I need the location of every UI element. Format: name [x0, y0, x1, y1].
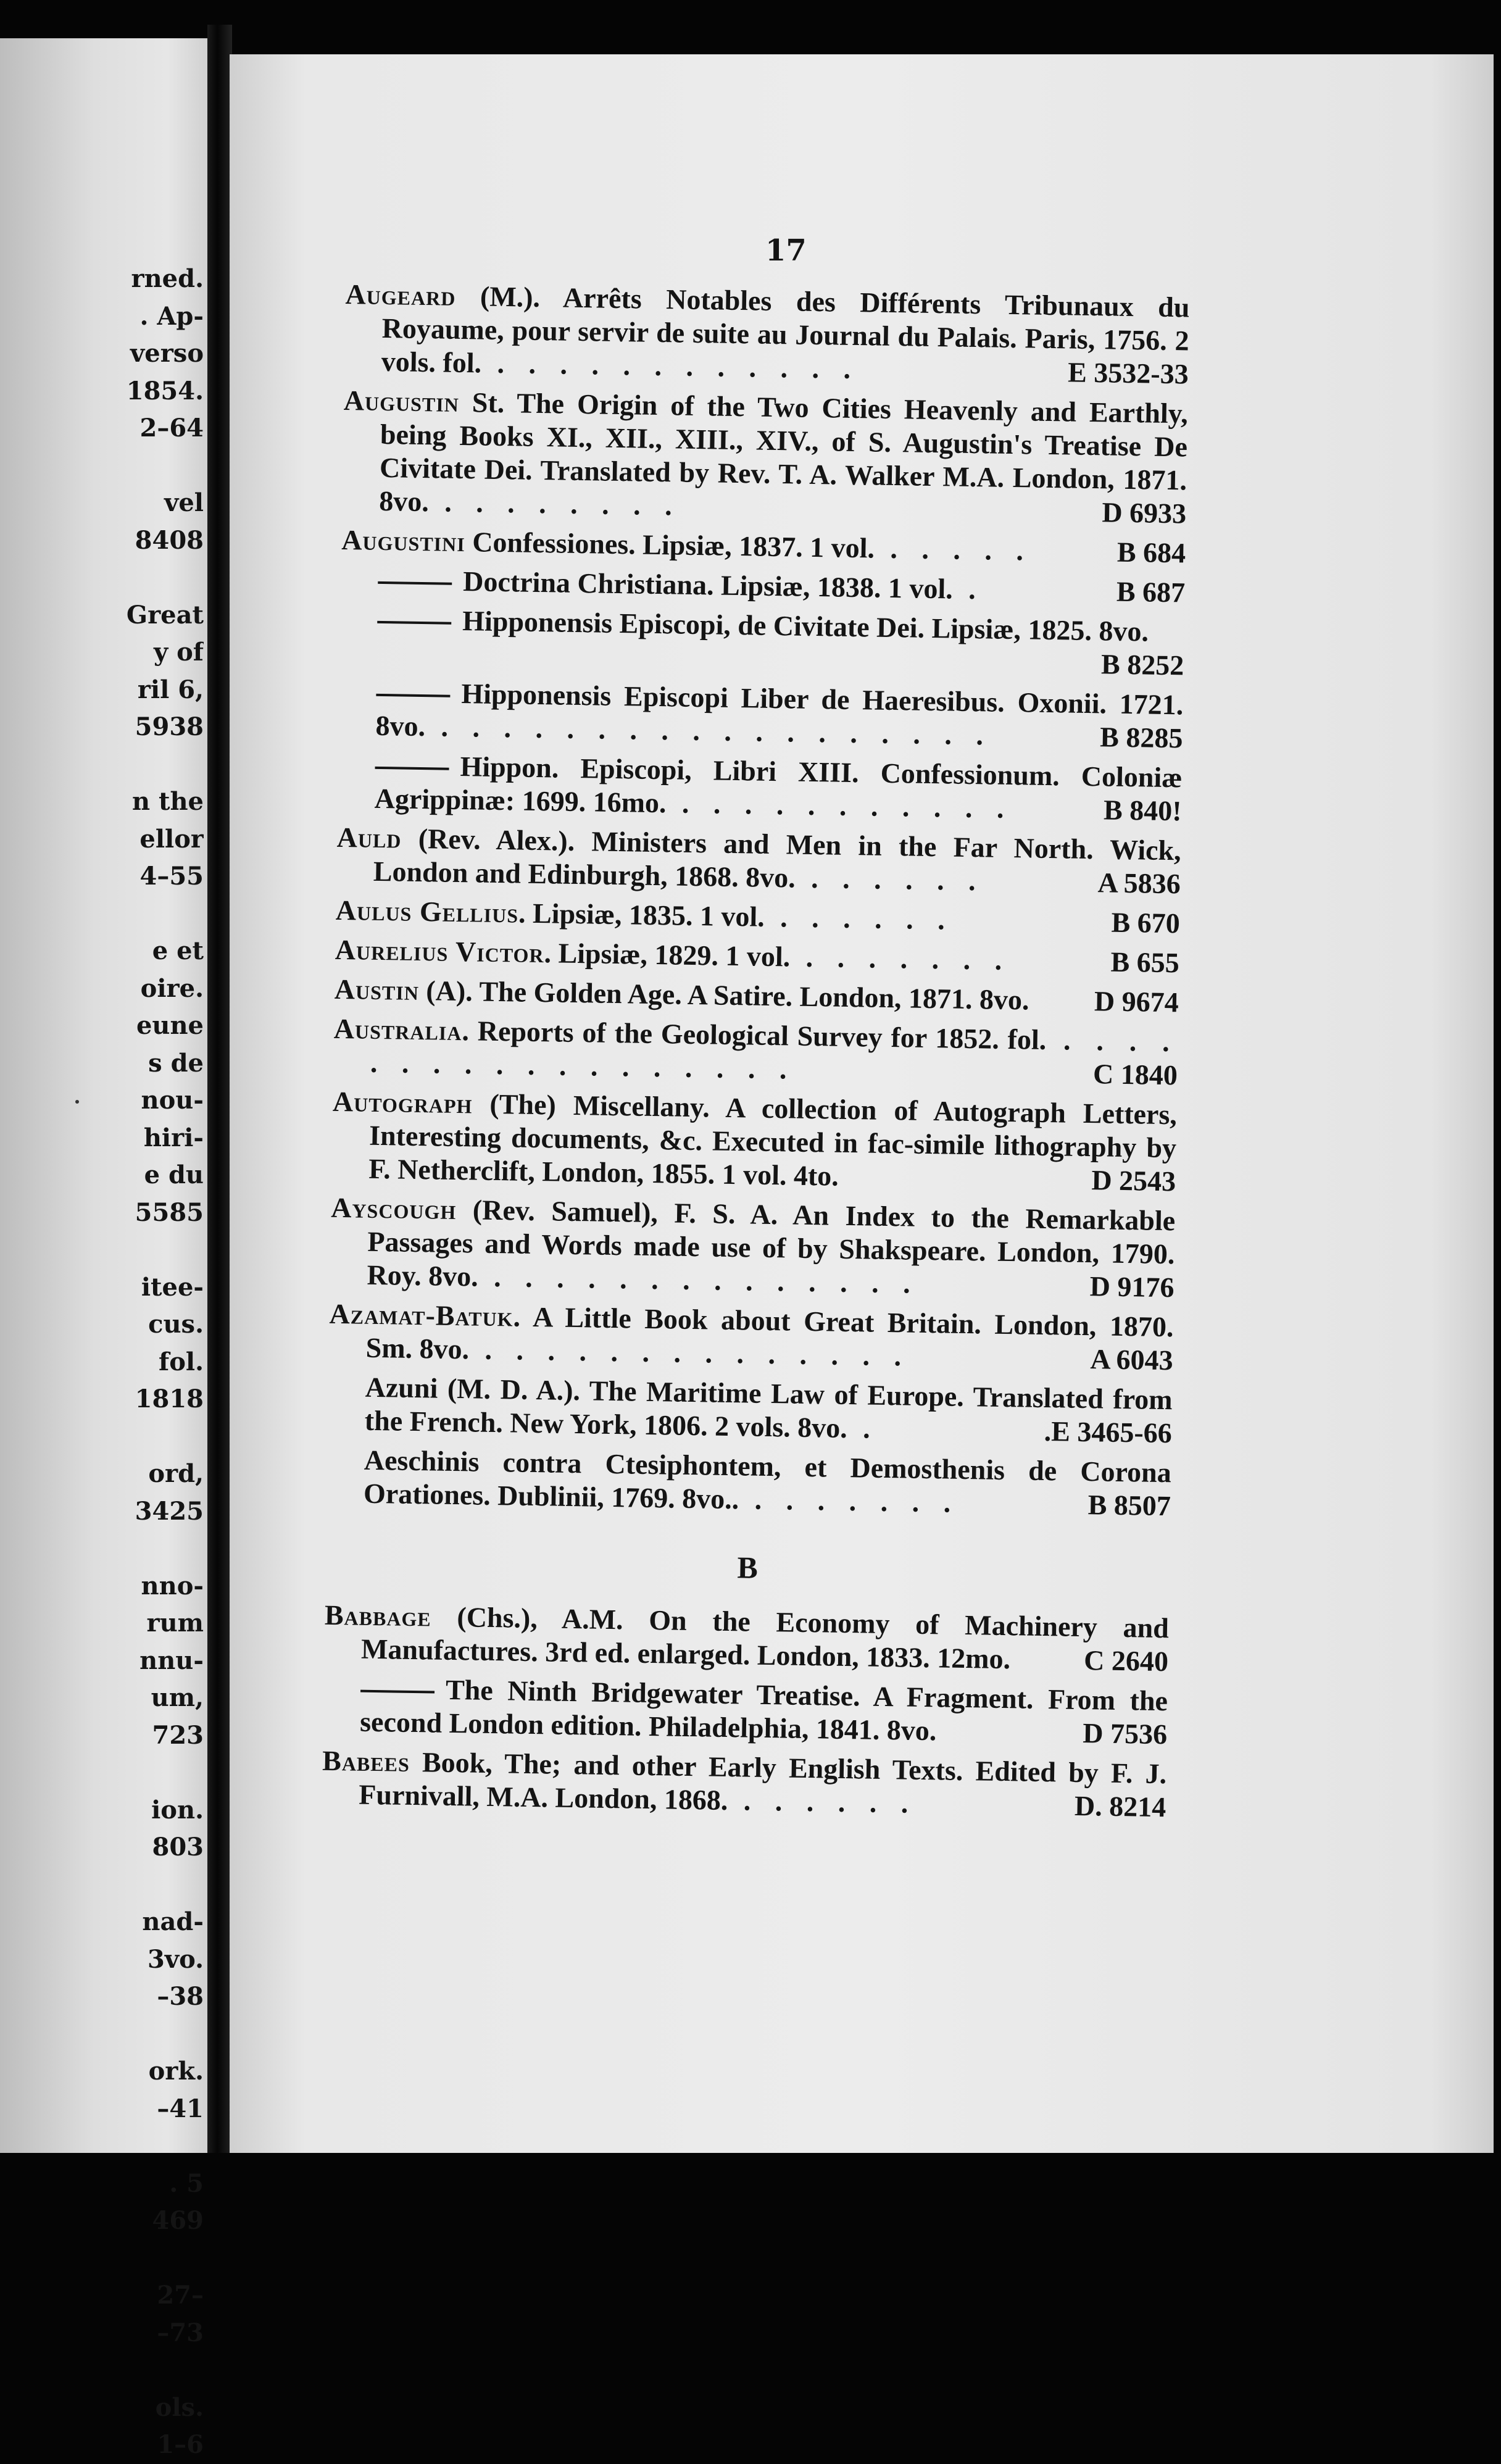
ditto-dash	[377, 621, 451, 625]
left-fragment-line: 723	[152, 1720, 204, 1750]
entry-title: . Reports of the Geological Survey for 1852. fol.	[462, 1015, 1047, 1055]
left-fragment-line: ion.	[151, 1795, 204, 1825]
leader-dots: . . . . . . . . . . . .	[481, 347, 860, 385]
left-fragment-line	[0, 1231, 204, 1269]
shelf-mark: E 3532-33	[1067, 356, 1189, 390]
leader-dots: . . . . . . .	[738, 1483, 960, 1518]
entry-title: Doctrina Christiana. Lipsiæ, 1838. 1 vol.	[462, 565, 954, 605]
ditto-dash	[375, 767, 449, 770]
shelf-mark: C 1840	[1092, 1058, 1178, 1091]
left-fragment-line: 5938	[135, 712, 204, 741]
entry-title: . Lipsiæ, 1835. 1 vol.	[518, 897, 765, 933]
entry-author: Babbage	[324, 1599, 432, 1633]
shelf-mark: D 6933	[1102, 496, 1187, 530]
shelf-mark: B 655	[1110, 946, 1180, 979]
catalogue-entry	[326, 1443, 1172, 1523]
entry-author: Aulus Gellius	[335, 894, 519, 929]
entry-title: (M.). Arrêts Notables des Différents Tribunaux du Royaume, pour servir de suite au Journal du Palais. Paris, 1756. 2 vols. fol.	[381, 280, 1190, 379]
catalogue-entry	[341, 523, 1186, 570]
left-fragment-line: ols.	[155, 2392, 204, 2422]
entry-author: Augeard	[345, 278, 456, 312]
shelf-mark: B 670	[1111, 906, 1181, 939]
entry-title: (Chs.), A.M. On the Economy of Machinery and Manufactures. 3rd ed. enlarged. London, 1833. 12mo.	[360, 1600, 1170, 1675]
leader-dots: . . . . . .	[728, 1784, 917, 1819]
left-fragment-line: 469	[152, 2206, 204, 2235]
left-fragment-line	[0, 1867, 204, 1904]
entry-title: (The) Miscellany. A collection of Autograph Letters, Interesting documents, &c. Executed in fac-simile lithography by F. Netherclift, London, 1855. 1 vol. 4to.	[368, 1088, 1178, 1192]
entry-title: Azuni (M. D. A.). The Maritime Law of Europe. Translated from the French. New York, 1806. 2 vols. 8vo.	[364, 1371, 1173, 1444]
left-fragment-line: 27–	[157, 2281, 204, 2310]
left-fragment-line: rum	[146, 1609, 204, 1638]
left-fragment-line	[0, 1754, 204, 1792]
left-fragment-line	[0, 2016, 204, 2054]
section-heading-b: B	[737, 1550, 759, 1585]
left-fragment-line: n the	[131, 787, 204, 816]
left-fragment-line	[0, 2240, 204, 2278]
left-fragment-line: . Ap-	[139, 301, 204, 331]
leader-dots: . . . . . . . . . . . . . . . . . .	[370, 1023, 1179, 1085]
entry-title: (Rev. Alex.). Ministers and Men in the Far North. Wick, London and Edinburgh, 1868. 8vo.	[373, 822, 1181, 894]
entry-title: Book, The; and other Early English Texts. Edited by F. J. Furnivall, M.A. London, 1868.	[359, 1746, 1167, 1817]
left-fragment-line: 3425	[135, 1496, 204, 1526]
left-fragment-line: e et	[152, 936, 204, 965]
entry-author: Babees	[322, 1744, 410, 1778]
leader-dots: . . . . . . . . . . .	[666, 787, 1013, 825]
shelf-mark: A 5836	[1097, 867, 1181, 900]
leader-dots: . . . . . . . . . . . . . . . . . .	[425, 710, 992, 751]
left-fragment-line: 1818	[135, 1384, 204, 1413]
catalogue-entry	[333, 1012, 1179, 1092]
left-fragment-line: ril 6,	[137, 675, 204, 704]
left-fragment-line: –73	[157, 2318, 204, 2347]
catalogue-entry	[330, 1191, 1175, 1304]
entry-title: Confessiones. Lipsiæ, 1837. 1 vol.	[465, 526, 875, 564]
left-fragment-line	[0, 1418, 204, 1456]
shelf-mark: D. 8214	[1074, 1789, 1166, 1823]
leader-dots: . . . . . . . . . . . . . .	[468, 1333, 910, 1372]
entry-title: . Lipsiæ, 1829. 1 vol.	[544, 937, 791, 973]
shelf-mark: D 9674	[1094, 985, 1179, 1018]
left-fragment-line: vel	[164, 488, 204, 517]
entry-author: Azamat-Batuk.	[329, 1297, 522, 1333]
left-fragment-line: 2–64	[139, 414, 204, 443]
shelf-mark: B 684	[1116, 536, 1186, 569]
left-fragment-line: cus.	[148, 1310, 204, 1339]
left-page-fragment	[0, 38, 210, 2459]
catalogue-entry	[324, 1599, 1170, 1678]
left-fragment-line	[0, 896, 204, 933]
entry-title: Aeschinis contra Ctesiphontem, et Demosthenis de Corona Orationes. Dublinii, 1769. 8vo..	[363, 1444, 1172, 1515]
catalogue-entry	[339, 602, 1185, 682]
entry-author: Australia	[333, 1012, 462, 1047]
left-fragment-line: 803	[152, 1833, 204, 1862]
left-fragment-line	[0, 447, 204, 485]
left-fragment-line: eune	[136, 1011, 204, 1040]
left-fragment-line	[0, 1530, 204, 1568]
catalogue-entry	[342, 384, 1188, 530]
left-fragment-line: verso	[130, 339, 204, 368]
left-fragment-line: um,	[151, 1683, 204, 1712]
section-a-entries	[326, 278, 1190, 1523]
catalogue-entries	[322, 278, 1190, 1830]
left-fragment-line: ork.	[148, 2057, 204, 2086]
entry-title: (Rev. Samuel), F. S. A. An Index to the Remarkable Passages and Words made use of by Shakspeare. London, 1790. Roy. 8vo.	[367, 1194, 1176, 1292]
entry-author: Augustin	[343, 384, 460, 418]
entry-author: Autograph	[332, 1085, 473, 1120]
catalogue-entry	[341, 563, 1186, 609]
left-fragment-line: 3vo.	[148, 1944, 204, 1974]
shelf-mark: A 6043	[1090, 1343, 1174, 1376]
left-fragment-line	[0, 746, 204, 784]
entry-author: Aurelius Victor	[335, 933, 544, 969]
left-fragment-line: 8408	[135, 525, 204, 555]
catalogue-entry	[322, 1744, 1167, 1824]
left-fragment-line: oire.	[140, 973, 204, 1003]
shelf-mark: B 8252	[1100, 648, 1184, 681]
entry-author: Ayscough	[330, 1191, 457, 1226]
leader-dots: .	[847, 1412, 879, 1444]
left-fragment-line: nad-	[142, 1907, 204, 1936]
catalogue-entry	[344, 278, 1189, 391]
left-fragment-line: fol.	[158, 1347, 204, 1376]
left-fragment-line	[0, 2128, 204, 2165]
left-fragment-line	[0, 2352, 204, 2389]
leader-dots: . . . . . .	[764, 901, 954, 936]
shelf-mark: C 2640	[1083, 1644, 1169, 1678]
leader-dots: . . . . . . .	[789, 941, 1011, 976]
shelf-mark: .E 3465-66	[1044, 1415, 1173, 1449]
catalogue-entry	[335, 894, 1180, 940]
shelf-mark: B 687	[1116, 575, 1186, 609]
shelf-mark: D 7536	[1082, 1717, 1168, 1750]
catalogue-entry	[328, 1370, 1173, 1450]
catalogue-entry	[335, 933, 1179, 980]
left-fragment-line: Great	[126, 600, 204, 630]
left-fragment-line: ellor	[139, 824, 204, 854]
shelf-mark: D 2543	[1091, 1164, 1176, 1197]
left-fragment-line: 1854.	[126, 376, 204, 406]
leader-dots: . . . . . .	[795, 862, 985, 897]
shelf-mark: D 9176	[1089, 1270, 1175, 1304]
catalogue-entry	[338, 675, 1184, 755]
left-fragment-line: s de	[148, 1048, 204, 1078]
entry-author: Austin	[334, 973, 420, 1007]
left-page-text-column	[0, 260, 204, 2464]
ink-speck	[75, 1100, 79, 1104]
left-fragment-line	[0, 559, 204, 597]
entry-title: Hippon. Episcopi, Libri XIII. Confessionum. Coloniæ Agrippinæ: 1699. 16mo.	[374, 751, 1183, 819]
left-fragment-line: rned.	[131, 264, 204, 293]
leader-dots: . . . . . . . .	[428, 486, 681, 522]
page-number: 17	[765, 233, 807, 268]
entry-author: Auld	[336, 821, 402, 854]
leader-dots: .	[952, 573, 985, 606]
left-fragment-line: . 5	[169, 2168, 204, 2198]
left-fragment-line: nou-	[141, 1086, 204, 1115]
leader-dots: . . . . . . . . . . . . . .	[478, 1260, 920, 1299]
left-fragment-line: –38	[157, 1982, 204, 2011]
entry-title: Hipponensis Episcopi, de Civitate Dei. Lipsiæ, 1825. 8vo.	[462, 605, 1149, 647]
ditto-dash	[360, 1690, 434, 1694]
catalogue-entry	[328, 1297, 1174, 1377]
left-fragment-line: 1–6	[157, 2430, 204, 2459]
section-b-entries	[322, 1599, 1169, 1824]
ditto-dash	[376, 694, 450, 697]
leader-dots: . . . . .	[874, 532, 1033, 567]
left-fragment-line: nno-	[141, 1571, 204, 1600]
catalogue-entry	[331, 1085, 1177, 1198]
left-fragment-line: ord,	[148, 1459, 204, 1488]
entry-title: A Little Book about Great Britain. London, 1870. Sm. 8vo.	[365, 1301, 1174, 1365]
left-fragment-line: 5585	[135, 1197, 204, 1227]
catalogue-entry	[337, 748, 1183, 828]
entry-author: Augustini	[341, 523, 466, 558]
catalogue-entry	[323, 1671, 1168, 1751]
left-fragment-line: hiri-	[143, 1123, 204, 1152]
ditto-dash	[378, 581, 452, 585]
entry-title: The Ninth Bridgewater Treatise. A Fragment. From the second London edition. Philadelphia, 1841. 8vo.	[359, 1673, 1168, 1747]
entry-title: (A). The Golden Age. A Satire. London, 1871. 8vo.	[418, 975, 1029, 1016]
left-fragment-line: e du	[144, 1160, 204, 1189]
catalogue-entry	[334, 973, 1179, 1019]
shelf-mark: B 840!	[1103, 794, 1182, 827]
entry-title: Hipponensis Episcopi Liber de Haeresibus. Oxonii. 1721. 8vo.	[375, 678, 1184, 743]
entry-title: St. The Origin of the Two Cities Heavenly and Earthly, being Books XI., XII., XIII., XIV., of S. Augustin's Treatise De Civitate Dei. Translated by Rev. T. A. Walker M.A. London, 1871. 8vo.	[378, 386, 1189, 518]
shelf-mark: B 8507	[1087, 1489, 1171, 1522]
book-gutter	[207, 25, 232, 2153]
left-fragment-line: itee-	[141, 1272, 204, 1302]
left-fragment-line: –41	[157, 2094, 204, 2123]
left-fragment-line: y of	[153, 638, 204, 667]
shelf-mark: B 8285	[1099, 721, 1183, 754]
left-fragment-line: nnu-	[139, 1646, 204, 1675]
left-fragment-line: 4–55	[139, 862, 204, 891]
catalogue-entry	[336, 821, 1181, 901]
